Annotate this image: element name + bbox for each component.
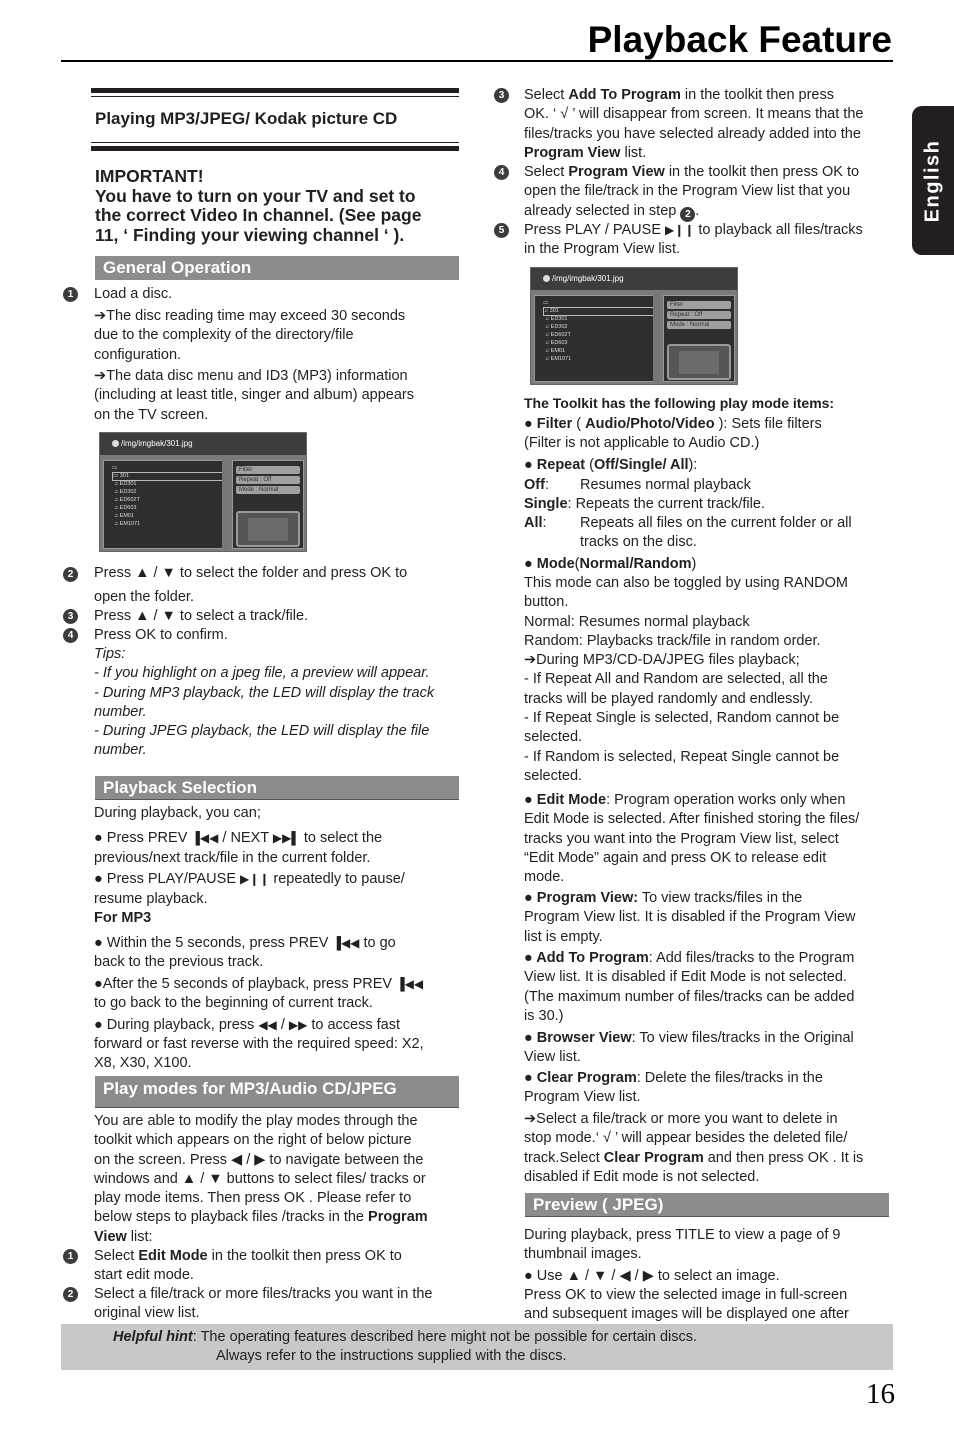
pm-step-2: Select a file/track or more files/tracks you want in the — [94, 1286, 433, 1302]
section-title: Playing MP3/JPEG/ Kodak picture CD — [95, 109, 398, 128]
step-2-text: Press ▲ / ▼ to select the folder and press OK to — [94, 565, 408, 581]
file-item: ♫ ED602T — [114, 497, 140, 503]
preview-jpeg-heading: Preview ( JPEG) — [525, 1193, 889, 1217]
scrollbar — [222, 460, 229, 549]
prev-next-instruction-cont: previous/next track/file in the current folder. — [94, 850, 371, 866]
step-number-1: 1 — [63, 287, 78, 302]
filter-option: Filter — [667, 301, 731, 309]
playback-selection-intro: During playback, you can; — [94, 805, 261, 821]
file-item: ♫ ED302 — [545, 324, 568, 330]
page-number: 16 — [866, 1378, 895, 1410]
disc-icon — [543, 275, 550, 282]
within-5-seconds: ● Within the 5 seconds, press PREV ▐◀◀ to go — [94, 935, 396, 951]
play-pause-icon: ▶❙❙ — [665, 223, 695, 237]
preview-window — [667, 344, 731, 380]
file-item: ♫ ED603 — [545, 340, 568, 346]
repeat-all: All: — [524, 515, 547, 531]
file-item: ♫ ED602T — [545, 332, 571, 338]
step-3-text: Press ▲ / ▼ to select a track/file. — [94, 608, 309, 624]
pm-step-1: Select Edit Mode in the toolkit then press OK to — [94, 1248, 402, 1264]
step-1-text: Load a disc. — [94, 286, 173, 302]
program-view-description: ● Program View: To view tracks/files in the Program View list. It is disabled if the Program View list is empty. — [524, 890, 856, 945]
repeat-off: Off: — [524, 477, 549, 493]
fast-forward-icon: ▶▶ — [288, 1018, 308, 1032]
after-5-seconds: ●After the 5 seconds of playback, press PREV ▐◀◀ — [94, 976, 424, 992]
toolkit-panel — [232, 460, 304, 549]
section-rule-bottom — [91, 146, 459, 151]
edit-mode-description: ● Edit Mode: Program operation works only when Edit Mode is selected. After finished storing the files/ tracks you want into the Program View list, select “Edit Mode” again and press OK to release edit mode. — [524, 792, 860, 886]
toolkit-panel — [663, 295, 735, 382]
preview-jpeg-text: During playback, press TITLE to view a page of 9 thumbnail images. ● Use ▲ / ▼ / ◀ / ▶ to select an image. Press OK to view the selected image in full-screen and subsequent images will be displayed one after — [524, 1227, 849, 1323]
repeat-heading: ● Repeat (Off/Single/ All): — [524, 457, 698, 473]
prev-icon: ▐◀◀ — [191, 831, 219, 845]
play-pause-instruction: ● Press PLAY/PAUSE ▶❙❙ repeatedly to pause/ — [94, 871, 405, 887]
folder-up-icon: ▭ — [112, 465, 118, 471]
mode-option: Mode : Normal — [236, 486, 300, 494]
screen-path: /img/imgbak/301.jpg — [531, 268, 737, 290]
repeat-option: Repeat : Off — [667, 311, 731, 319]
playback-selection-heading: Playback Selection — [95, 776, 459, 800]
section-rule-top — [91, 88, 459, 93]
step-ref-2: 2 — [680, 207, 695, 222]
language-tab-label: English — [921, 139, 944, 222]
disc-reading-note: ➔The disc reading time may exceed 30 seconds due to the complexity of the directory/file configuration. — [94, 308, 406, 363]
language-tab — [912, 106, 954, 255]
file-list-pane — [103, 460, 229, 549]
mode-option: Mode : Normal — [667, 321, 731, 329]
clear-program-note: ➔Select a file/track or more you want to delete in stop mode.‘ √ ’ will appear besides the deleted file/ track.Select Clear Program and then press OK . It is disabled if Edit mode is not selected. — [524, 1111, 864, 1185]
screen-path: /img/imgbak/301.jpg — [100, 433, 306, 455]
file-item: ♫ EM1071 — [545, 356, 572, 362]
play-modes-heading: Play modes for MP3/Audio CD/JPEG — [95, 1076, 459, 1108]
file-item: ♫ 301 — [543, 307, 655, 316]
mode-description: This mode can also be toggled by using RANDOM button. Normal: Resumes normal playback Random: Playbacks track/file in random order. ➔During MP3/CD-DA/JPEG files playback; - If Repeat All and Random are selected, all the tracks will be played randomly and endlessly. - If Repeat Single is selected, Random cannot be selected. - If Random is selected, Repeat Single cannot be selected. — [524, 575, 848, 784]
fast-forward-instruction: ● During playback, press ◀◀ / ▶▶ to access fast — [94, 1017, 401, 1033]
pm-step-number-1: 1 — [63, 1249, 78, 1264]
tv-screen-image — [99, 432, 307, 552]
toolkit-heading: The Toolkit has the following play mode items: — [524, 395, 835, 411]
pm-step-number-5: 5 — [494, 223, 509, 238]
prev-icon: ▐◀◀ — [396, 977, 424, 991]
for-mp3-label: For MP3 — [94, 910, 152, 926]
file-item: ♫ ED301 — [114, 481, 137, 487]
step-2-text-cont: open the folder. — [94, 589, 194, 605]
repeat-all-desc: Repeats all files on the current folder or all tracks on the disc. — [580, 515, 852, 551]
pm-step-4: Select Program View in the toolkit then press OK to open the file/track in the Program View list that you already selected in step 2 . — [524, 164, 860, 220]
pm-step-2-cont: original view list. — [94, 1305, 200, 1321]
filter-description: ● Filter ( Audio/Photo/Video ): Sets file filters (Filter is not applicable to Audio CD.) — [524, 416, 822, 452]
hint-line-2: Always refer to the instructions supplied with the discs. — [216, 1348, 567, 1364]
next-icon: ▶▶▌ — [272, 831, 300, 845]
tips: Tips: - If you highlight on a jpeg file, a preview will appear. - During MP3 playback, the LED will display the track number. - During JPEG playback, the LED will display the file number. — [94, 646, 435, 759]
repeat-off-desc: Resumes normal playback — [580, 477, 751, 493]
repeat-option: Repeat : Off — [236, 476, 300, 484]
helpful-hint-box — [61, 1324, 893, 1370]
general-operation-heading: General Operation — [95, 256, 459, 280]
file-item: ♫ EM01 — [545, 348, 566, 354]
step-number-4: 4 — [63, 628, 78, 643]
disc-menu-note: ➔The data disc menu and ID3 (MP3) information (including at least title, singer and album) appears on the TV screen. — [94, 368, 414, 423]
pm-step-number-3: 3 — [494, 88, 509, 103]
fast-forward-instruction-cont: forward or fast reverse with the required speed: X2, — [94, 1036, 424, 1052]
prev-icon: ▐◀◀ — [332, 936, 360, 950]
after-5-seconds-cont: to go back to the beginning of current track. — [94, 995, 373, 1011]
preview-window — [236, 511, 300, 547]
tv-screen-image-2 — [530, 267, 738, 385]
pm-step-5: Press PLAY / PAUSE ▶❙❙ to playback all files/tracks in the Program View list. — [524, 222, 863, 258]
play-modes-text: You are able to modify the play modes through the toolkit which appears on the right of below picture on the screen. Press ◀ / ▶ to navigate between the windows and ▲ / ▼ buttons to select files/ tracks or play mode items. Then press OK . Please refer to below steps to playback files /tracks in the Program View list: — [94, 1113, 428, 1245]
folder-up-icon: ▭ — [543, 300, 549, 306]
file-item: ▭ 301 — [112, 472, 224, 481]
title-rule — [61, 60, 893, 62]
file-list-pane — [534, 295, 660, 382]
disc-icon — [112, 440, 119, 447]
mode-heading: ● Mode(Normal/Random) — [524, 556, 697, 572]
fast-forward-speeds: X8, X30, X100. — [94, 1055, 192, 1071]
page-title: Playback Feature — [587, 19, 892, 60]
file-item: ♫ ED603 — [114, 505, 137, 511]
step-4-text: Press OK to confirm. — [94, 627, 228, 643]
file-item: ♫ ED302 — [114, 489, 137, 495]
step-number-2: 2 — [63, 567, 78, 582]
section-rule-top-thin — [91, 96, 459, 97]
rewind-icon: ◀◀ — [258, 1018, 277, 1032]
play-pause-icon: ▶❙❙ — [240, 872, 270, 886]
filter-option: Filter — [236, 466, 300, 474]
section-rule-bottom-thin — [91, 142, 459, 143]
pm-step-number-2: 2 — [63, 1287, 78, 1302]
step-number-3: 3 — [63, 609, 78, 624]
file-item: ♫ EM1071 — [114, 521, 141, 527]
play-pause-instruction-cont: resume playback. — [94, 891, 208, 907]
add-to-program-description: ● Add To Program: Add files/tracks to the Program View list. It is disabled if Edit Mode is not selected. (The maximum number of files/tracks can be added is 30.) — [524, 950, 855, 1024]
browser-view-description: ● Browser View: To view files/tracks in the Original View list. — [524, 1030, 854, 1066]
important-note: IMPORTANT! You have to turn on your TV and set to the correct Video In channel. (See page 11, ‘ Finding your viewing channel ‘ ). — [95, 166, 422, 245]
pm-step-3: Select Add To Program in the toolkit then press OK. ‘ √ ’ will disappear from screen. It means that the files/tracks you have selected already added into the Program View list. — [524, 87, 864, 161]
hint-line-1: Helpful hint: The operating features described here might not be possible for certain discs. — [113, 1329, 698, 1345]
file-item: ♫ ED301 — [545, 316, 568, 322]
clear-program-description: ● Clear Program: Delete the files/tracks in the Program View list. — [524, 1070, 823, 1106]
scrollbar — [653, 295, 660, 382]
repeat-single: Single: Repeats the current track/file. — [524, 496, 765, 512]
pm-step-number-4: 4 — [494, 165, 509, 180]
within-5-seconds-cont: back to the previous track. — [94, 954, 264, 970]
file-item: ♫ EM01 — [114, 513, 135, 519]
prev-next-instruction: ● Press PREV ▐◀◀ / NEXT ▶▶▌ to select the — [94, 830, 383, 846]
pm-step-1-cont: start edit mode. — [94, 1267, 194, 1283]
